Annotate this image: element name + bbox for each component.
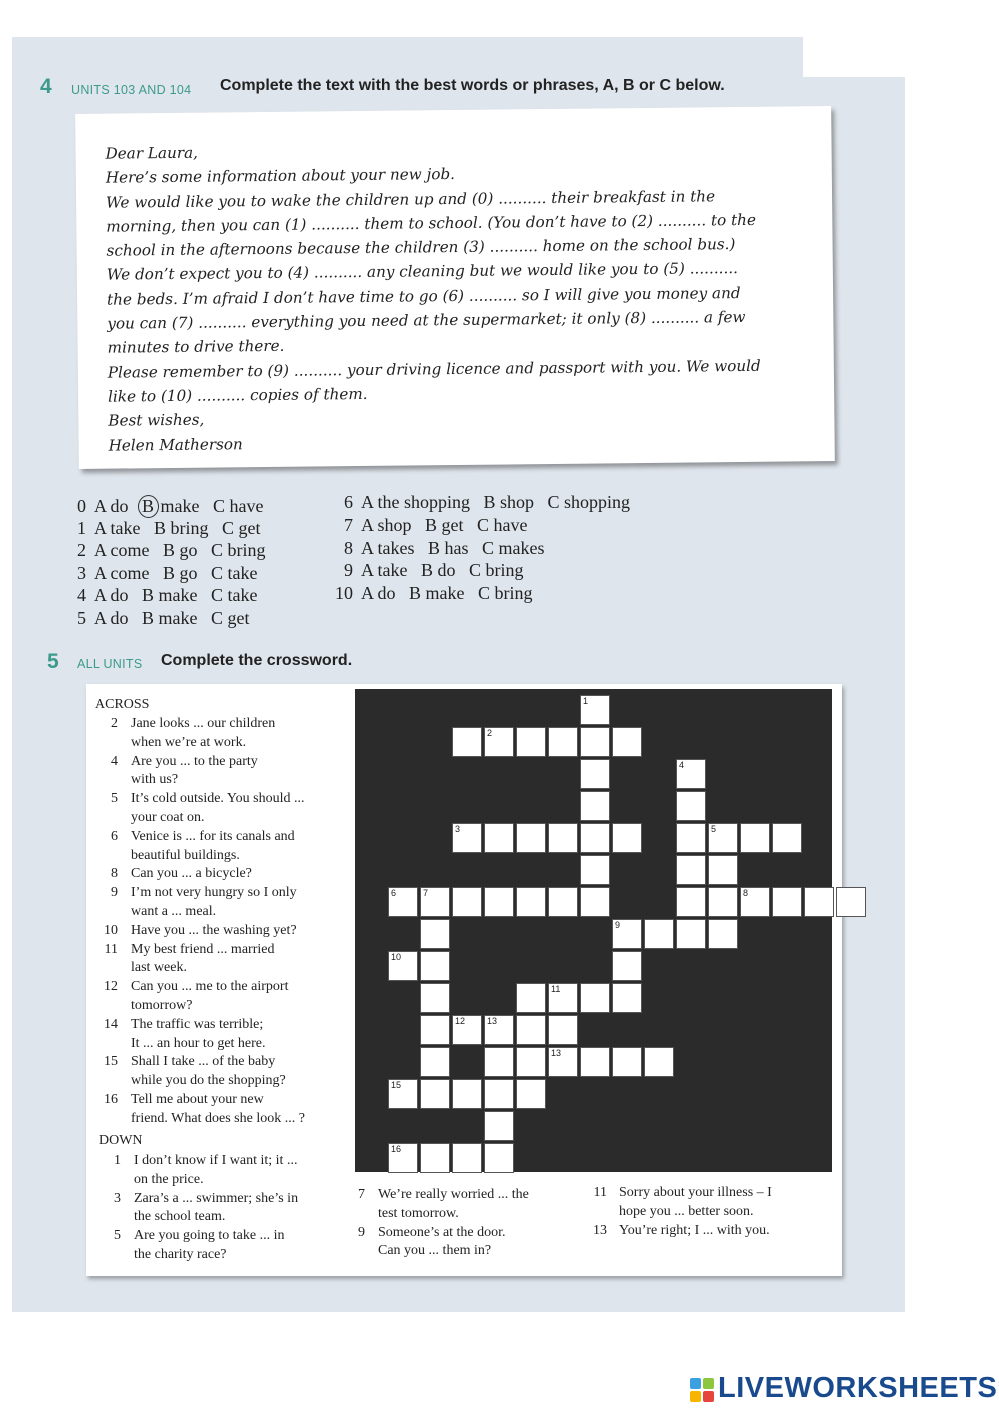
option-a[interactable]: A take (361, 560, 408, 580)
cell-number: 5 (711, 824, 717, 834)
option-c[interactable]: C bring (478, 583, 533, 603)
clue-number: 2 (111, 716, 118, 731)
option-number: 10 (335, 583, 353, 603)
crossword-cell[interactable] (420, 1047, 450, 1077)
letter-line: We would like you to wake the children up and (0) .......... their breakfast in the (105, 186, 716, 212)
liveworksheets-logo-text: LIVEWORKSHEETS (718, 1372, 998, 1404)
option-c[interactable]: C makes (482, 538, 545, 558)
section-5-number: 5 (47, 650, 59, 673)
clue-text: last week. (131, 960, 187, 976)
clue-text: beautiful buildings. (131, 847, 240, 863)
crossword-cell[interactable] (580, 983, 610, 1013)
crossword-cell[interactable] (388, 951, 418, 981)
letter-line: morning, then you can (1) .......... them to school. (You don’t have to (2) .......... to the (106, 210, 756, 236)
option-row-1[interactable] (77, 518, 261, 539)
option-b[interactable]: B make (142, 585, 198, 605)
crossword-cell[interactable] (548, 983, 578, 1013)
option-b[interactable]: B go (163, 563, 198, 583)
clue-text: hope you ... better soon. (619, 1203, 754, 1219)
crossword-cell[interactable] (708, 823, 738, 853)
crossword-cell[interactable] (676, 919, 706, 949)
letter-line: school in the afternoons because the children (3) .......... home on the school bus.) (106, 235, 736, 260)
option-c[interactable]: C have (477, 515, 528, 535)
crossword-cell[interactable] (484, 823, 514, 853)
letter-line: Helen Matherson (108, 434, 243, 455)
crossword-cell[interactable] (484, 887, 514, 917)
clue-text: Can you ... them in? (378, 1243, 492, 1259)
option-number: 3 (77, 563, 86, 583)
clue-text: I don’t know if I want it; it ... (134, 1153, 298, 1168)
section-4-number: 4 (40, 75, 52, 98)
option-b-circled[interactable]: B (138, 495, 159, 518)
cell-number: 6 (391, 888, 397, 898)
crossword-cell[interactable] (548, 823, 578, 853)
clue-text: while you do the shopping? (131, 1073, 286, 1089)
option-c[interactable]: C get (211, 608, 250, 628)
crossword-cell[interactable] (484, 1079, 514, 1109)
section-4-title: Complete the text with the best words or phrases, A, B or C below. (220, 77, 725, 94)
option-number: 0 (77, 496, 86, 516)
letter-line: Best wishes, (108, 410, 205, 430)
letter-line: like to (10) .......... copies of them. (108, 384, 368, 406)
option-c[interactable]: C bring (469, 560, 524, 580)
clue-number: 15 (104, 1054, 118, 1070)
crossword-cell[interactable] (484, 727, 514, 757)
option-b[interactable]: B has (428, 538, 469, 558)
across-heading: ACROSS (95, 697, 150, 712)
crossword-cell[interactable] (676, 823, 706, 853)
letter-line: Here’s some information about your new job. (105, 165, 456, 187)
clue-number: 9 (111, 885, 118, 901)
clue-text: My best friend ... married (131, 941, 275, 957)
option-a[interactable]: A do (94, 496, 129, 516)
clue-text: It’s cold outside. You should ... (131, 791, 305, 807)
crossword-cell[interactable] (580, 791, 610, 821)
option-b[interactable]: B make (409, 583, 465, 603)
clue-text: test tomorrow. (378, 1205, 459, 1221)
clue-number: 3 (114, 1190, 121, 1206)
option-b[interactable]: B go (163, 540, 198, 560)
option-number: 6 (344, 492, 353, 512)
crossword-cell[interactable] (516, 727, 546, 757)
crossword-cell[interactable] (388, 1079, 418, 1109)
letter-line: the beds. I’m afraid I don’t have time to go (6) .......... so I will give you money and (107, 283, 741, 309)
clue-text: Are you ... to the party (131, 753, 258, 769)
crossword-cell[interactable] (580, 823, 610, 853)
letter-card (75, 106, 835, 469)
clue-number: 12 (104, 979, 118, 995)
option-c[interactable]: C shopping (547, 492, 631, 512)
crossword-cell[interactable] (516, 1015, 546, 1045)
crossword-cell[interactable] (708, 919, 738, 949)
crossword-cell[interactable] (676, 887, 706, 917)
clue-text: the school team. (134, 1209, 226, 1225)
clue-number: 5 (111, 791, 118, 807)
crossword-cell[interactable] (612, 951, 642, 981)
clue-text: You’re right; I ... with you. (619, 1222, 770, 1238)
crossword-cell[interactable] (644, 1047, 674, 1077)
clue-text: friend. What does she look ... ? (131, 1110, 305, 1126)
crossword-cell[interactable] (580, 759, 610, 789)
cell-number: 1 (583, 696, 589, 706)
option-c[interactable]: C take (211, 585, 258, 605)
clue-text: Can you ... me to the airport (131, 979, 289, 995)
clue-text: It ... an hour to get here. (131, 1035, 266, 1051)
clue-number: 13 (593, 1222, 607, 1238)
crossword-cell[interactable] (548, 1015, 578, 1045)
cell-number: 12 (455, 1016, 466, 1026)
option-c[interactable]: C bring (211, 540, 266, 560)
option-a[interactable]: A come (94, 563, 150, 583)
crossword-cell[interactable] (548, 887, 578, 917)
clue-text: I’m not very hungry so I only (131, 885, 297, 901)
crossword-cell[interactable] (516, 983, 546, 1013)
option-b[interactable]: B bring (154, 518, 209, 538)
clue-text: We’re really worried ... the (378, 1187, 529, 1202)
crossword-cell[interactable] (740, 887, 770, 917)
crossword-cell[interactable] (708, 887, 738, 917)
clue-text: Have you ... the washing yet? (131, 922, 297, 938)
option-row-8[interactable] (344, 538, 545, 559)
section-5-tag: ALL UNITS (77, 657, 143, 671)
clue-number: 5 (114, 1228, 121, 1244)
crossword-cell[interactable] (452, 1079, 482, 1109)
crossword-cell[interactable] (612, 919, 642, 949)
crossword-cell[interactable] (484, 1143, 514, 1173)
option-a[interactable]: A shop (361, 515, 412, 535)
option-a[interactable]: A do (94, 608, 129, 628)
section-4-tag: UNITS 103 AND 104 (71, 83, 192, 97)
clue-text: when we’re at work. (131, 734, 247, 750)
cell-number: 3 (455, 824, 461, 834)
option-row-5[interactable] (77, 608, 250, 629)
option-row-10[interactable] (335, 583, 533, 604)
crossword-cell[interactable] (452, 1143, 482, 1173)
clue-text: with us? (131, 772, 179, 788)
down-heading: DOWN (99, 1133, 143, 1148)
crossword-cell[interactable] (516, 1079, 546, 1109)
crossword-cell[interactable] (740, 823, 770, 853)
clue-number: 7 (358, 1187, 365, 1202)
crossword-cell[interactable] (420, 951, 450, 981)
clue-text: Venice is ... for its canals and (131, 828, 295, 844)
option-row-4[interactable] (77, 585, 258, 606)
clue-text: tomorrow? (131, 997, 193, 1013)
crossword-cell[interactable] (516, 1047, 546, 1077)
letter-line: minutes to drive there. (107, 337, 285, 358)
letter-line: Please remember to (9) .......... your driving licence and passport with you. We would (107, 356, 761, 382)
crossword-cell[interactable] (484, 1047, 514, 1077)
crossword-cell[interactable] (804, 887, 834, 917)
crossword-cell[interactable] (452, 1015, 482, 1045)
letter-line: Dear Laura, (105, 143, 199, 163)
option-b[interactable]: B get (425, 515, 464, 535)
crossword-cell[interactable] (420, 887, 450, 917)
crossword-cell[interactable] (580, 855, 610, 885)
crossword-cell[interactable] (612, 823, 642, 853)
option-a[interactable]: A the shopping (361, 492, 471, 512)
crossword-cell[interactable] (580, 727, 610, 757)
option-row-0[interactable] (77, 495, 264, 518)
crossword-cell[interactable] (516, 823, 546, 853)
cell-number: 13 (551, 1048, 562, 1058)
crossword-cell[interactable] (484, 1111, 514, 1141)
clue-text: Zara’s a ... swimmer; she’s in (134, 1190, 299, 1206)
crossword-cell[interactable] (836, 887, 866, 917)
option-row-3[interactable] (77, 563, 258, 584)
crossword-cell[interactable] (644, 919, 674, 949)
clue-number: 9 (358, 1224, 365, 1240)
option-b[interactable]: B shop (483, 492, 535, 512)
letter-text (105, 134, 813, 457)
crossword-cell[interactable] (676, 855, 706, 885)
letter-line: We don’t expect you to (4) .......... any cleaning but we would like you to (5) .......... (106, 259, 739, 285)
section-5-title: Complete the crossword. (161, 652, 353, 669)
option-a[interactable]: A takes (361, 538, 415, 558)
clue-number: 11 (593, 1185, 607, 1200)
cell-number: 16 (391, 1144, 402, 1154)
option-a[interactable]: A do (361, 583, 396, 603)
option-c[interactable]: C get (222, 518, 261, 538)
clue-text: Someone’s at the door. (378, 1224, 506, 1240)
crossword-cell[interactable] (548, 1047, 578, 1077)
option-number: 2 (77, 540, 86, 560)
clue-text: The traffic was terrible; (131, 1016, 264, 1032)
crossword-cell[interactable] (452, 823, 482, 853)
crossword-cell[interactable] (420, 1143, 450, 1173)
option-number: 7 (344, 515, 353, 535)
crossword-cell[interactable] (772, 887, 802, 917)
cell-number: 10 (391, 952, 402, 962)
clue-text: on the price. (134, 1171, 204, 1187)
clue-text: Sorry about your illness – I (619, 1185, 772, 1200)
option-a[interactable]: A do (94, 585, 129, 605)
clue-text: want a ... meal. (131, 903, 217, 919)
cell-number: 4 (679, 760, 685, 770)
letter-line: you can (7) .......... everything you need at the supermarket; it only (8) .......... a few (107, 308, 746, 333)
option-row-2[interactable] (77, 540, 266, 561)
clue-number: 1 (114, 1153, 121, 1168)
liveworksheets-logo-icon (690, 1378, 714, 1402)
crossword-cell[interactable] (388, 1143, 418, 1173)
clue-number: 10 (104, 922, 118, 938)
option-row-6[interactable] (344, 492, 630, 513)
crossword-cell[interactable] (580, 1047, 610, 1077)
option-c[interactable]: C have (213, 496, 264, 516)
option-number: 4 (77, 585, 86, 605)
page-corner (803, 37, 908, 77)
crossword-cell[interactable] (420, 983, 450, 1013)
crossword-cell[interactable] (676, 759, 706, 789)
clue-text: Are you going to take ... in (134, 1228, 285, 1244)
crossword-cell[interactable] (420, 1079, 450, 1109)
cell-number: 8 (743, 888, 749, 898)
clue-text: Shall I take ... of the baby (131, 1054, 276, 1070)
clue-number: 8 (111, 866, 118, 882)
option-row-7[interactable] (344, 515, 528, 536)
option-a[interactable]: A come (94, 540, 150, 560)
crossword-cell[interactable] (452, 727, 482, 757)
option-b[interactable]: B do (421, 560, 456, 580)
crossword-cell[interactable] (452, 887, 482, 917)
crossword-cell[interactable] (516, 887, 546, 917)
crossword-cell[interactable] (708, 855, 738, 885)
cell-number: 11 (551, 984, 561, 994)
cell-number: 7 (423, 888, 429, 898)
cell-number: 13 (487, 1016, 498, 1026)
clue-number: 11 (104, 941, 118, 957)
option-row-9[interactable] (344, 560, 524, 581)
option-b[interactable]: B make (142, 608, 198, 628)
crossword-cell[interactable] (420, 1015, 450, 1045)
crossword-grid (355, 689, 832, 1172)
option-number: 5 (77, 608, 86, 628)
crossword-cell[interactable] (612, 727, 642, 757)
crossword-cell[interactable] (772, 823, 802, 853)
cell-number: 2 (487, 728, 493, 738)
crossword-cell[interactable] (420, 919, 450, 949)
clue-text: Tell me about your new (131, 1092, 264, 1107)
crossword-cell[interactable] (388, 887, 418, 917)
crossword-cell[interactable] (580, 695, 610, 725)
clue-text: Jane looks ... our children (131, 716, 276, 731)
clue-text: your coat on. (131, 809, 205, 825)
option-number: 1 (77, 518, 86, 538)
clue-number: 14 (104, 1016, 118, 1032)
crossword-cell[interactable] (676, 791, 706, 821)
clue-number: 16 (104, 1092, 118, 1107)
crossword-cell[interactable] (548, 727, 578, 757)
option-number: 9 (344, 560, 353, 580)
crossword-cell[interactable] (580, 887, 610, 917)
clue-text: the charity race? (134, 1246, 227, 1262)
crossword-cell[interactable] (612, 1047, 642, 1077)
option-b-word[interactable]: make (160, 496, 200, 516)
crossword-cell[interactable] (612, 983, 642, 1013)
crossword-cell[interactable] (484, 1015, 514, 1045)
option-c[interactable]: C take (211, 563, 258, 583)
clue-number: 6 (111, 828, 118, 844)
clue-text: Can you ... a bicycle? (131, 866, 252, 882)
clue-number: 4 (111, 753, 118, 769)
cell-number: 9 (615, 920, 621, 930)
option-a[interactable]: A take (94, 518, 141, 538)
option-number: 8 (344, 538, 353, 558)
cell-number: 15 (391, 1080, 402, 1090)
